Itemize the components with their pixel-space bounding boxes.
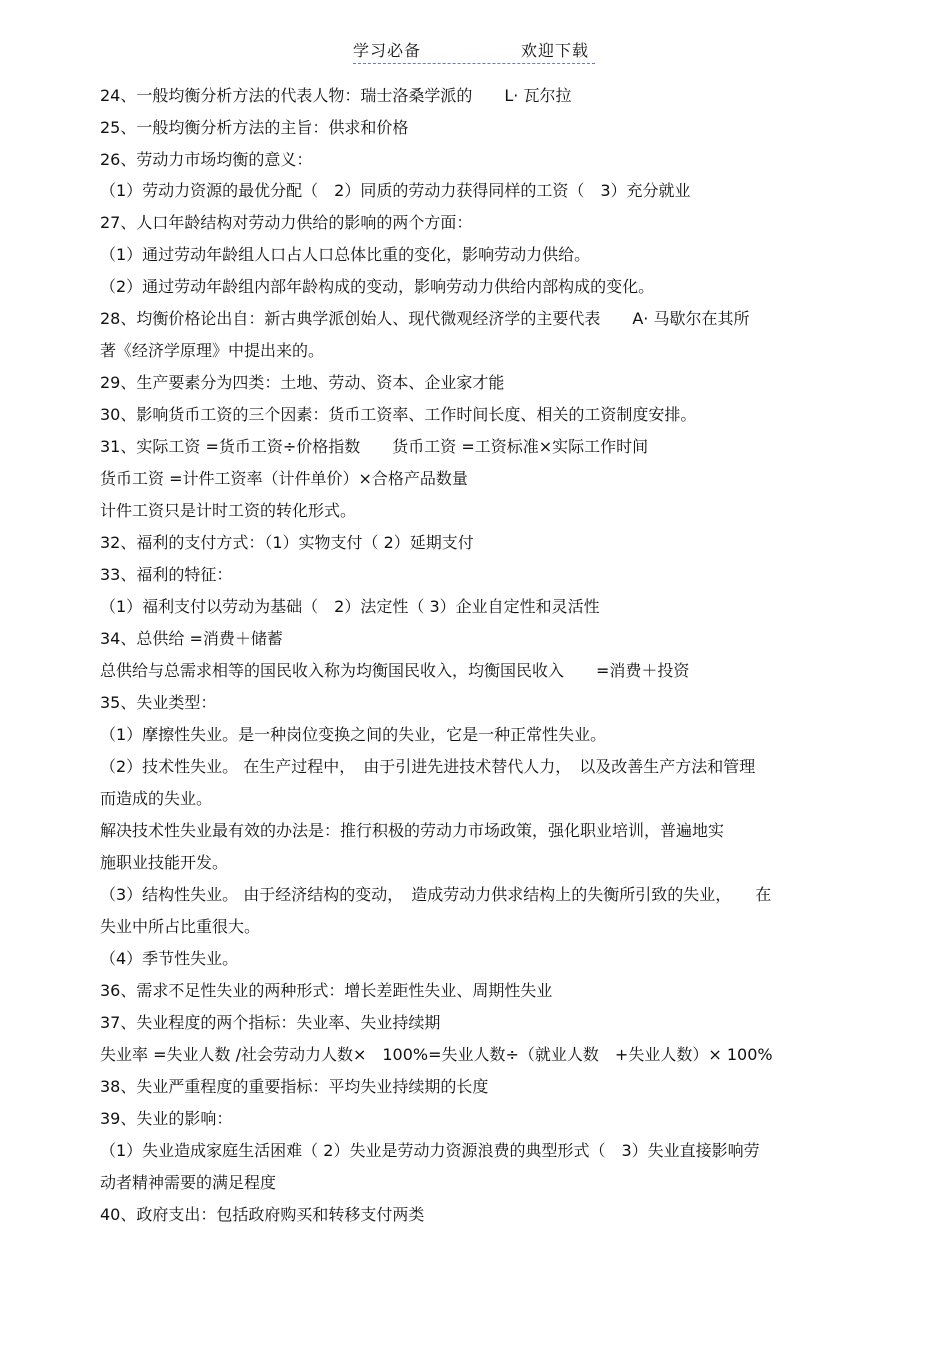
text-line: 40、政府支出：包括政府购买和转移支付两类 [100,1205,425,1224]
text-line: 总供给与总需求相等的国民收入称为均衡国民收入，均衡国民收入 =消费＋投资 [100,661,690,680]
text-line: （1）失业造成家庭生活困难（ 2）失业是劳动力资源浪费的典型形式（ 3）失业直接影响劳 [100,1141,760,1160]
text-line: （1）通过劳动年龄组人口占人口总体比重的变化，影响劳动力供给。 [100,245,591,264]
text-line: （4）季节性失业。 [100,949,239,968]
text-line: 货币工资 =计件工资率（计件单价）×合格产品数量 [100,469,468,488]
text-line: （2）通过劳动年龄组内部年龄构成的变动，影响劳动力供给内部构成的变化。 [100,277,655,296]
text-line: 33、福利的特征： [100,565,233,584]
text-line: 动者精神需要的满足程度 [100,1173,277,1192]
text-line: （3）结构性失业。 由于经济结构的变动， 造成劳动力供求结构上的失衡所引致的失业， 在 [100,885,772,904]
text-line: 31、实际工资 =货币工资÷价格指数 货币工资 =工资标准×实际工作时间 [100,437,649,456]
text-line: （2）技术性失业。 在生产过程中， 由于引进先进技术替代人力， 以及改善生产方法和管理 [100,757,756,776]
text-line: 29、生产要素分为四类：土地、劳动、资本、企业家才能 [100,373,505,392]
text-line: 32、福利的支付方式：（1）实物支付（ 2）延期支付 [100,533,474,552]
text-line: 失业率 =失业人数 /社会劳动力人数× 100%=失业人数÷（就业人数 +失业人数）× 100% [100,1045,773,1064]
text-line: 24、一般均衡分析方法的代表人物：瑞士洛桑学派的 L· 瓦尔拉 [100,86,572,105]
text-line: 36、需求不足性失业的两种形式：增长差距性失业、周期性失业 [100,981,553,1000]
text-line: （1）摩擦性失业。是一种岗位变换之间的失业，它是一种正常性失业。 [100,725,607,744]
text-line: 34、总供给 =消费＋储蓄 [100,629,283,648]
text-line: 38、失业严重程度的重要指标：平均失业持续期的长度 [100,1077,489,1096]
text-line: 失业中所占比重很大。 [100,917,261,936]
text-line: （1）劳动力资源的最优分配（ 2）同质的劳动力获得同样的工资（ 3）充分就业 [100,181,691,200]
text-line: 而造成的失业。 [100,789,213,808]
header-left-text: 学习必备 [353,41,422,60]
text-line: 解决技术性失业最有效的办法是：推行积极的劳动力市场政策，强化职业培训，普遍地实 [100,821,725,840]
text-line: （1）福利支付以劳动为基础（ 2）法定性（ 3）企业自定性和灵活性 [100,597,600,616]
text-line: 著《经济学原理》中提出来的。 [100,341,325,360]
text-line: 35、失业类型： [100,693,217,712]
text-line: 39、失业的影响： [100,1109,233,1128]
text-line: 37、失业程度的两个指标：失业率、失业持续期 [100,1013,441,1032]
header-right-text: 欢迎下载 [521,41,590,60]
text-line: 计件工资只是计时工资的转化形式。 [100,501,357,520]
text-line: 27、人口年龄结构对劳动力供给的影响的两个方面： [100,213,473,232]
text-line: 施职业技能开发。 [100,853,229,872]
text-line: 26、劳动力市场均衡的意义： [100,150,313,169]
text-line: 25、一般均衡分析方法的主旨：供求和价格 [100,118,409,137]
text-line: 28、均衡价格论出自：新古典学派创始人、现代微观经济学的主要代表 A· 马歇尔在其所 [100,309,750,328]
text-line: 30、影响货币工资的三个因素：货币工资率、工作时间长度、相关的工资制度安排。 [100,405,697,424]
